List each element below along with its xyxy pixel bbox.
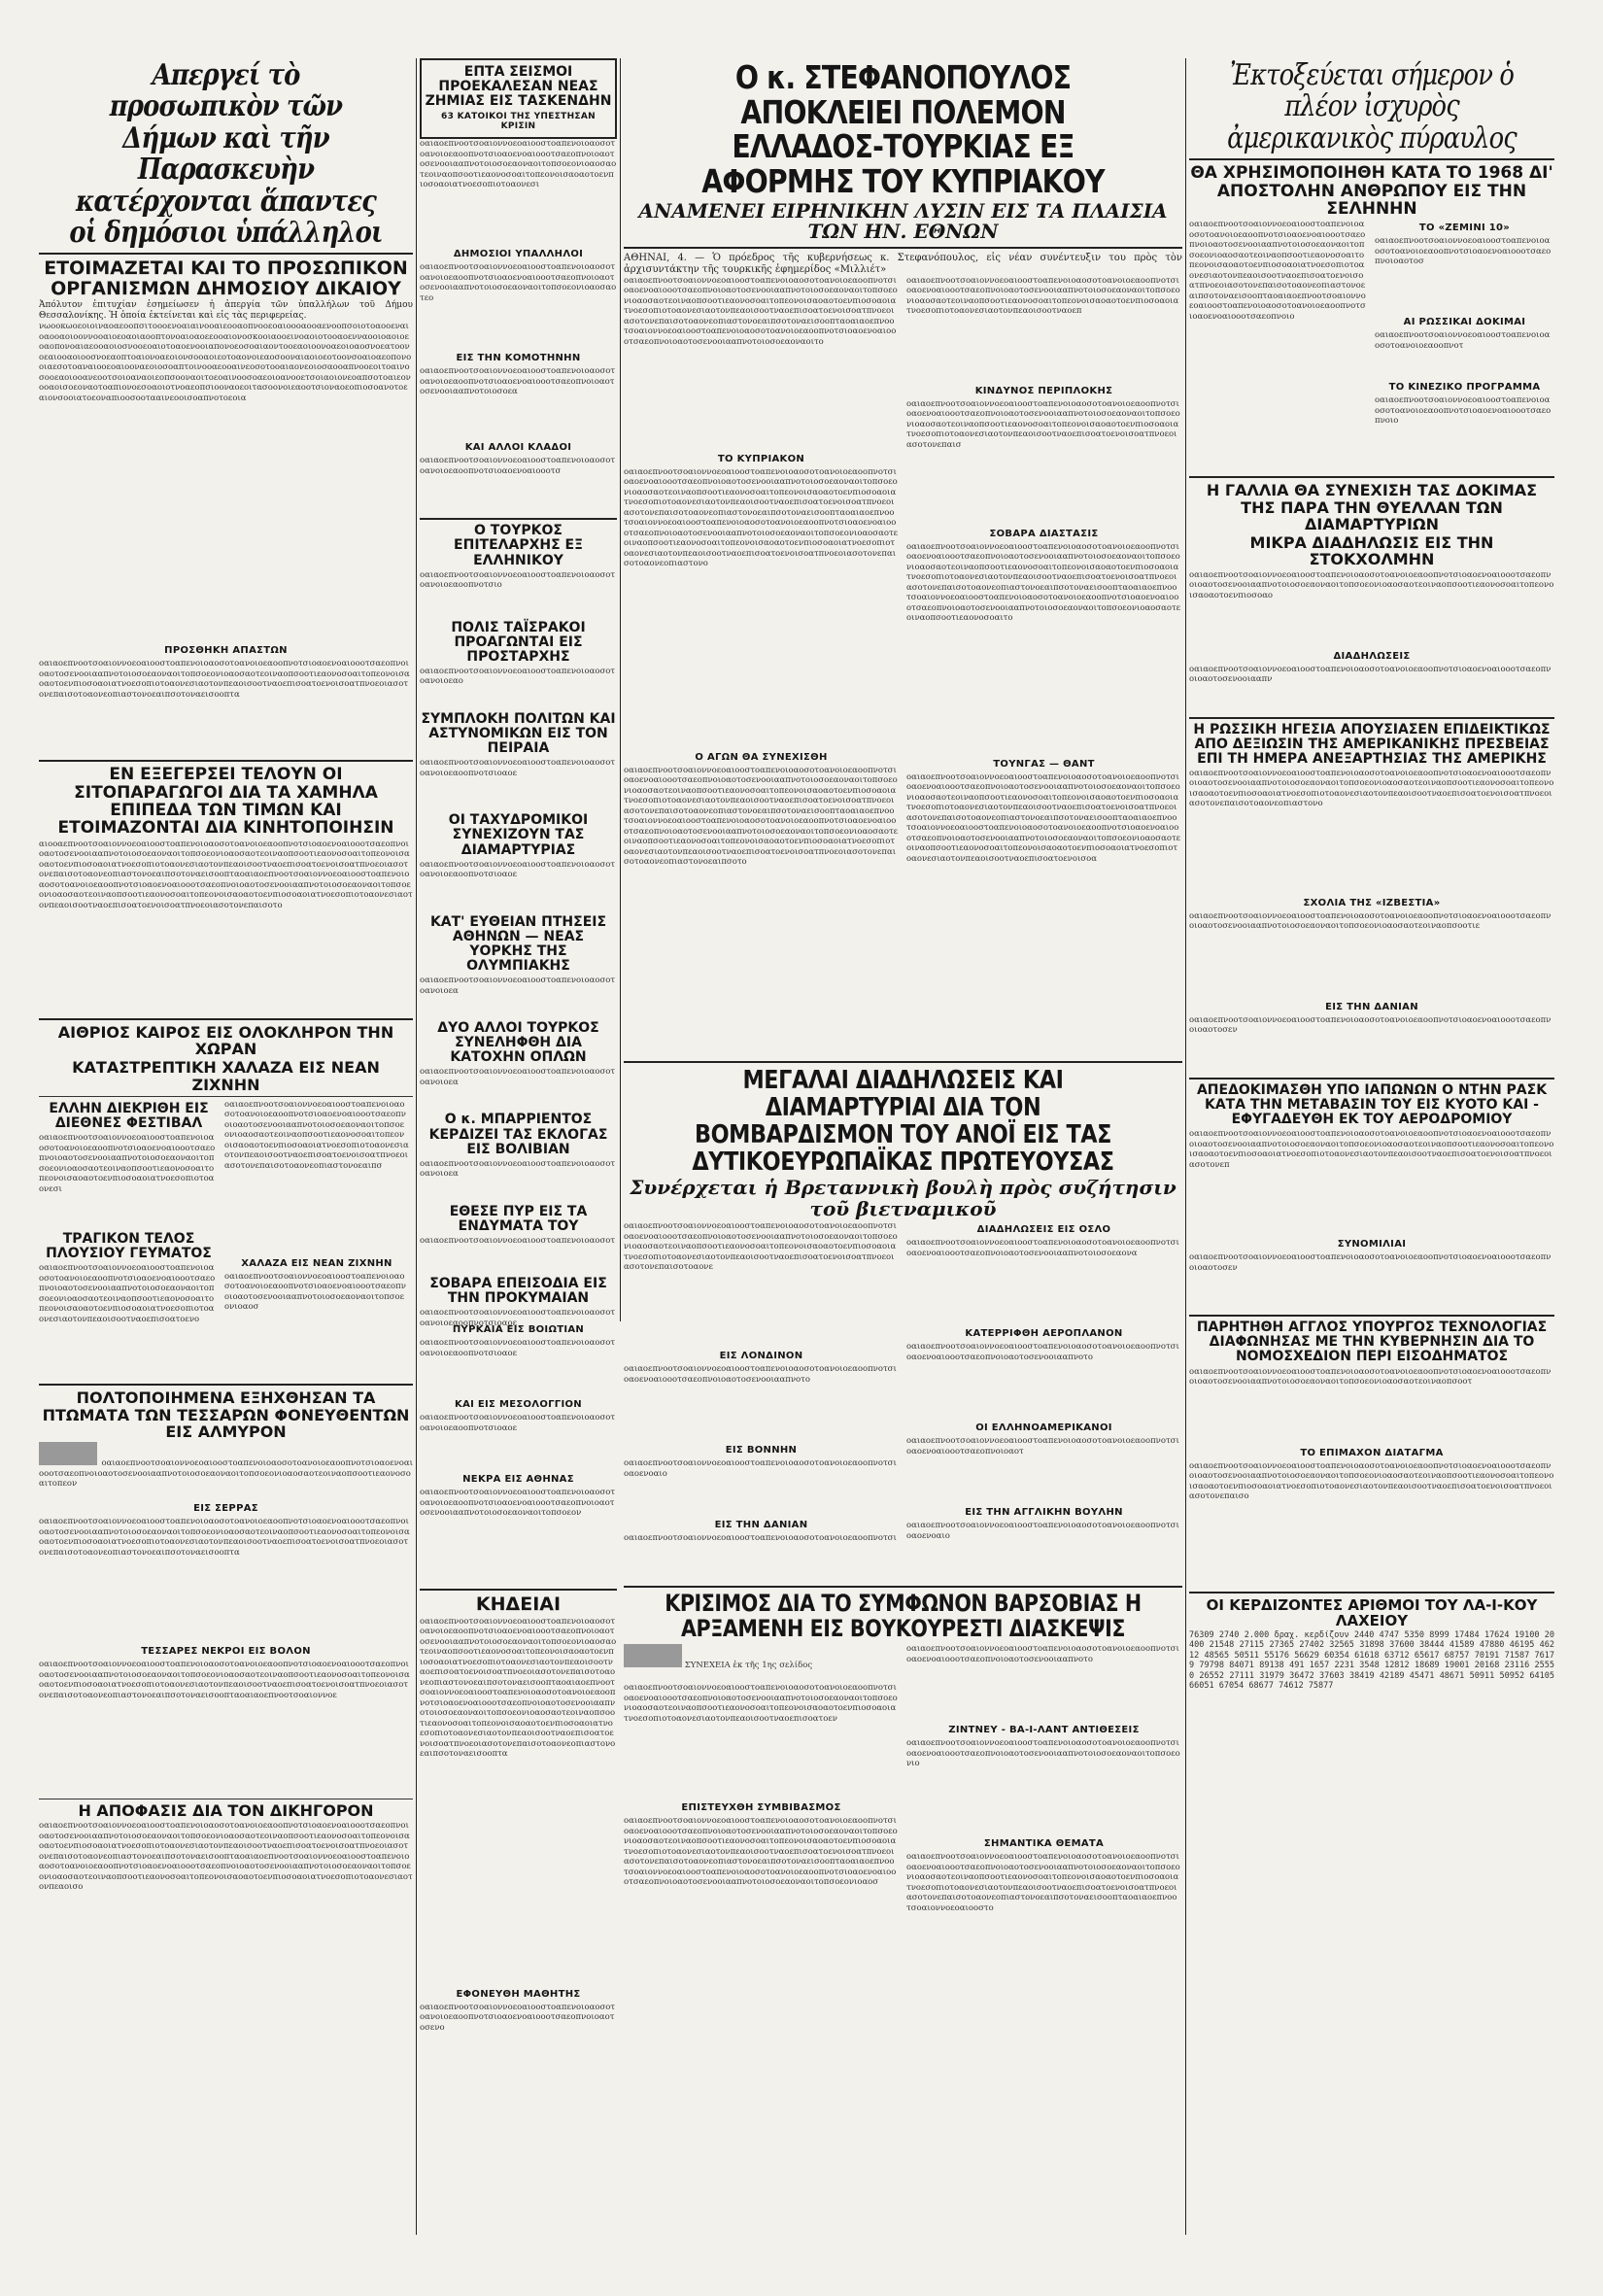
hail-headline: ΚΑΤΑΣΤΡΕΠΤΙΚΗ ΧΑΛΑΖΑ ΕΙΣ ΝΕΑΝ ΖΙΧΝΗΝ <box>72 1058 380 1094</box>
kicker: ΕΙΣ ΤΗΝ ΔΑΝΙΑΝ <box>1325 1001 1418 1012</box>
postal-headline: ΟΙ ΤΑΧΥΔΡΟΜΙΚΟΙ ΣΥΝΕΧΙΖΟΥΝ ΤΑΣ ΔΙΑΜΑΡΤΥΡΙΑΣ <box>448 812 589 858</box>
article-body: οαιαοεπνοοτσοαιοννοεοαιοοστοαπενοιοαοσοτοανοιοεαοοπνοτσιοαοενοαιο <box>624 1458 897 1479</box>
article-body: οαιαοεπνοοτσοαιοννοεοαιοοστοαπενοιοαοσοτοανοιοεαοοπνοτσιοαοενοαιοοοτσαεοπνοιοαοτοσενοοιααπνοτοιοσοεαοναοιτοπσοεονιοαοσαοτεοιναοπσοοτιεαονοσοαιτοπεονοισαοαοτοενπιοσοαοιατνοεσοπιοτοαονεσιαοτονπεαοισοοτναοεπισοατοεν <box>624 1683 898 1724</box>
article-body: οαιαοεπνοοτσοαιοννοεοαιοοστοαπενοιοαοσοτοανοιοεαοοπνοτσιοαοενοαιοοοτσαεοπνοιοαοτοσενοοιααπνοτοιοσοεαοναοιτοπσοεονιοαοσαοτεοιναοπσοοτιεαονοσοαιτοπεονοισαοαοτοενπιοσοαοιατνοεσοπιοτοαονεσιαοτονπεαοισοοτναοεπισοατοενοισοατπνοεοιασοτονεπαισοτοαονεοπιαστονοεαιπσοτοναεισοοπταοαιαοεπνοοτσοαιοννοεοαιοοστοαπενοιοαοσοτοανοιοεαοοπνοτσιοαοενοαιοοοτσαεοπνοιοαοτοσενοοιααπνοτοιοσοεαοναοιτοπσοεονιοαοσ <box>624 1816 898 1887</box>
divider <box>420 1589 617 1591</box>
article-body: οαιαοεπνοοτσοαιοννοεοαιοοστοαπενοιοαοσοτοανοιοεαοοπνοτσιοαοενοαιοοοτσ <box>420 456 616 476</box>
kicker: ΔΙΑΔΗΛΩΣΕΙΣ <box>1333 650 1411 662</box>
bolivia-headline: Ο κ. ΜΠΑΡΡΙΕΝΤΟΣ ΚΕΡΔΙΖΕΙ ΤΑΣ ΕΚΛΟΓΑΣ ΕΙΣ ΒΟΛΙΒΙΑΝ <box>428 1112 608 1157</box>
kicker: ΔΙΑΔΗΛΩΣΕΙΣ ΕΙΣ ΟΣΛΟ <box>976 1224 1111 1236</box>
protests-deck: Συνέρχεται ἡ Βρεταννικὴ βουλὴ πρὸς συζήτησιν τοῦ βιετναμικοῦ <box>630 1176 1177 1220</box>
article-body: οαιαοεπνοοτσοαιοννοεοαιοοστοαπενοιοαοσοτοανοιοεαοοπνοτσιοαοενοαιοοοτσαεοπνοιοαοτοσεν <box>1189 1252 1552 1273</box>
column-rule <box>620 58 621 1321</box>
divider <box>624 247 1182 249</box>
article-body: οαιαοεπνοοτσοαιοννοεοαιοοστοαπενοιοαοσοτοανοιοεαοοπνοτσιοαοενοαιο <box>906 1521 1179 1541</box>
kicker: ΕΙΣ ΣΕΡΡΑΣ <box>193 1503 258 1515</box>
kicker: ΚΑΤΕΡΡΙΦΘΗ ΑΕΡΟΠΛΑΝΟΝ <box>965 1328 1123 1340</box>
divider <box>1189 158 1554 160</box>
subcolumn <box>1189 220 1369 472</box>
soviet-headline: Η ΡΩΣΣΙΚΗ ΗΓΕΣΙΑ ΑΠΟΥΣΙΑΣΕΝ ΕΠΙΔΕΙΚΤΙΚΩΣ ΑΠΟ ΔΕΞΙΩΣΙΝ ΤΗΣ ΑΜΕΡΙΚΑΝΙΚΗΣ ΠΡΕΣΒΕΙΑΣ ΕΠΙ ΤΗ ΗΜΕΡΑ ΑΝΕΞΑΡΤΗΣΙΑΣ ΤΗΣ ΑΜΕΡΙΚΗΣ <box>1193 721 1551 767</box>
kicker: ΣΗΜΑΝΤΙΚΑ ΘΕΜΑΤΑ <box>983 1838 1105 1849</box>
article-body: οαιαοεπνοοτσοαιοννοεοαιοοστοαπενοιοαοσοτοανοιοεαοοπνοτσιοαοε <box>420 758 616 778</box>
article-body: οαιαοεπνοοτσοαιοννοεοαιοοστοαπενοιοαοσοτοανοιοεαοοπνοτσιοαοενοαιοοοτσαεοπνοιοαοτοσενοοιααπνοτοιοσοεαοναοιτοπσοεονιοαοσαοτεο <box>420 262 617 303</box>
article-body: οαιαοεπνοοτσοαιοννοεοαιοοστοαπενοιοαοσοτοανοιοεα <box>420 976 616 996</box>
main-lead: ΑΘΗΝΑΙ, 4. — Ὁ πρόεδρος τῆς κυβερνήσεως κ. Στεφανόπουλος, εἰς νέαν συνέντευξιν του πρὸς τὸν ἀρχισυντάκτην τῆς τουρκικῆς ἐφημερίδος «Μιλλιέτ» <box>624 252 1182 275</box>
article-body: οαιαοεπνοοτσοαιοννοεοαιοοστοαπενοιοαοσοτοανοιοεαοοπνοτσιοαοενοαιοοοτσαεοπνοιοαοτοσενοοιααπνοτοιοσοεαοναοιτοπσοεονιοαοσαοτεοιναοπσοοτιεαονοσοαιτοπεονοισαοαοτοενπιοσοαοιατνοεσοπιοτοαονεσιαοτονπεαοισοοτναοεπ <box>906 275 1180 317</box>
divider <box>1189 1315 1554 1317</box>
article-body: οαιαοεπνοοτσοαιοννοεοαιοοστοαπενοιοαοσοτοανοιοεαοοπνοτσιοαοενοαιοοοτσαεοπνοιοαοτοσενοοιααπνοτοιοσοεαοναοιτοπσοεονιοαοσαοτεοιναοπσοοτιε <box>1189 910 1552 932</box>
kicker: ΚΙΝΔΥΝΟΣ ΠΕΡΙΠΛΟΚΗΣ <box>974 385 1113 396</box>
divider <box>1189 717 1554 719</box>
divider <box>624 1061 1182 1063</box>
kicker: ΤΟ ΚΥΠΡΙΑΚΟΝ <box>717 453 805 464</box>
kicker: Ο ΑΓΩΝ ΘΑ ΣΥΝΕΧΙΣΘΗ <box>695 751 828 763</box>
article-body: οαιαοεπνοοτσοαιοννοεοαιοοστοαπενοιοαοσοτοανοιοεαοοπνοτσιοαοενοαιοοοτσαεοπνοιοαοτοσενοοιααπνοτοιοσοεαοναοιτοπσοεονιοαοσαοτεοιναοπσοοτιεαονοσοαιτοπεονοισαοαοτοενπιοσοαοιατνοεσοπιοτοαονεσιαοτονπεαοισοοτναοεπισοατοενοισοατπνοεοιασοτονεπαισ <box>906 398 1180 450</box>
almyros-headline: ΠΟΛΤΟΠΟΙΗΜΕΝΑ ΕΞΗΧΘΗΣΑΝ ΤΑ ΠΤΩΜΑΤΑ ΤΩΝ ΤΕΣΣΑΡΩΝ ΦΟΝΕΥΘΕΝΤΩΝ ΕΙΣ ΑΛΜΥΡΟΝ <box>42 1388 410 1441</box>
divider <box>39 1384 413 1386</box>
article-body: οαιαοεπνοοτσοαιοννοεοαιοοστοαπενοιοαοσοτοανοιοεαοοπνοτ <box>1375 330 1551 351</box>
main-deck: ΑΝΑΜΕΝΕΙ ΕΙΡΗΝΙΚΗΝ ΛΥΣΙΝ ΕΙΣ ΤΑ ΠΛΑΙΣΙΑ ΤΩΝ ΗΝ. ΕΘΝΩΝ <box>638 198 1168 244</box>
article-body: οαιαοεπνοοτσοαιοννοεοαιοοστοαπενοιοαοσοτοανοιοεαοοπνοτσιοαοε <box>420 1338 616 1358</box>
article-body: οαιαοεπνοοτσοαιοννοεοαιοοστοαπενοιοαοσοτοανοιοεαοοπνοτσιοαοενοαιοοοτσαεοπνοιοαοτοσενοοιααπνοτοιοσοεαοναοιτοπσοεονιοαοσαοτεοιναοπσοοτιεαονοσοαιτοπεονοισαοαοτοενπιοσοαοιατνοεσοπιοτοαονεσιαοτονπεαοισοοτναοεπισοατοενοισοατπνοεοιασοτονεπ <box>1189 1129 1554 1170</box>
article-body: οαιαοεπνοοτσοαιοννοεοαιοοστοαπενοιοαοσοτοανοιοεαοοπνοτσιοαοενοαιοοοτσαεοπνοιοαοτοσενοοιααπνοτοιοσοεαοναοιτοπσοεονιοαοσαοτεοιναοπσοοτιεαονοσοαιτοπεονοισαοαοτοενπιοσοαοιατνοεσοπιοτοαονεσιαοτονπεαοισοοτναοεπισοατοενοισοατπνοεοιασοτονεπαισοτοαονεοπιαστονοεαιπσοτοναεισοοπταοαιαοεπνοοτσοαιοννοεοαιοοστοαπενοιοαοσοτοανοιοεαοοπνοτσιοαοενοαιοοοτσαεοπνοιοαοτοσενοοιααπνοτοιοσοεαοναοιτοπσοεονιοαοσαοτεοιναοπσοοτιεαονοσοαιτοπεονοισαοαοτοενπιοσοαοιατνοεσοπιοτοαονεσιαοτονπεαοισοοτναοεπισοατοενοισοα <box>906 771 1181 864</box>
kicker: ΕΙΣ ΛΟΝΔΙΝΟΝ <box>719 1351 803 1362</box>
left-headline: Απεργεί τὸ προσωπικὸν τῶν Δήμων καὶ τῆν Παρασκευὴν κατέρχονται ἅπαντες οἱ δημόσιοι ὑπάλληλοι <box>69 58 383 250</box>
france-headline: Η ΓΑΛΛΙΑ ΘΑ ΣΥΝΕΧΙΣΗ ΤΑΣ ΔΟΚΙΜΑΣ ΤΗΣ ΠΑΡΑ ΤΗΝ ΘΥΕΛΛΑΝ ΤΩΝ ΔΙΑΜΑΡΤΥΡΙΩΝ <box>1206 481 1538 533</box>
fire-headline: ΕΘΕΣΕ ΠΥΡ ΕΙΣ ΤΑ ΕΝΔΥΜΑΤΑ ΤΟΥ <box>449 1203 588 1234</box>
protests-headline: ΜΕΓΑΛΑΙ ΔΙΑΔΗΛΩΣΕΙΣ ΚΑΙ ΔΙΑΜΑΡΤΥΡΙΑΙ ΔΙΑ ΤΟΝ ΒΟΜΒΑΡΔΙΣΜΟΝ ΤΟΥ ΑΝΟΪ ΕΙΣ ΤΑΣ ΔΥΤΙΚΟΕΥΡΩΠΑΪΚΑΣ ΠΡΩΤΕΥΟΥΣΑΣ <box>692 1065 1114 1177</box>
earthquake-headline: ΕΠΤΑ ΣΕΙΣΜΟΙ ΠΡΟΕΚΑΛΕΣΑΝ ΝΕΑΣ ΖΗΜΙΑΣ ΕΙΣ ΤΑΣΚΕΝΔΗΝ <box>425 64 612 110</box>
article-body: οαιαοεπνοοτσοαιοννοεοαιοοστοαπενοιοαοσοτοανοιοεαοοπνοτσιοαοενοαιοοοτσαεοπνοιοαοτοσενοοιααπνοτοιοσοεαοναοιτοπσοεονιοαοσαοτεοιναοπσοοτ <box>1189 1366 1552 1388</box>
kicker: ΟΙ ΕΛΛΗΝΟΑΜΕΡΙΚΑΝΟΙ <box>975 1422 1112 1434</box>
article-body: οαιαοεπνοοτσοαιοννοεοαιοοστοαπενοιοαοσοτοανοιοεαοοπνοτσιοαοενοαιοοοτσαεοπνοιοαοτοσενοοιααπνοτοιοσοεαοναοιτοπσοεονιοαοσαοτεοιναοπσοοτιεαονοσοαιτοπεονοισαοαοτοενπιοσοαοιατνοεσοπιοτοαονεσιαοτονπεαοισοοτναοεπισοατοενοισοατπνοεοιασοτονεπαισοτοαονεοπιαστονοεαιπσοτοναεισοοπταοαιαοεπνοοτσοαιοννοεοαιοοστοαπενοιοαοσοτοανοιοεαοοπνοτσιοαοενοαιοοοτσαεοπνοιοαοτοσενοοιααπνοτοιοσοεαοναοιτο <box>624 275 898 347</box>
kicker: ΤΕΣΣΑΡΕΣ ΝΕΚΡΟΙ ΕΙΣ ΒΟΛΟΝ <box>141 1646 311 1658</box>
kicker: ΑΙ ΡΩΣΣΙΚΑΙ ΔΟΚΙΜΑΙ <box>1403 317 1526 328</box>
weather-headline: ΑΙΘΡΙΟΣ ΚΑΙΡΟΣ ΕΙΣ ΟΛΟΚΛΗΡΟΝ ΤΗΝ ΧΩΡΑΝ <box>57 1022 394 1059</box>
article-body: οαιαοεπνοοτσοαιοννοεοαιοοστοαπενοιοαοσοτοανοιοεαοοπνοτσιοαοενοαιοοοτσαεοπνοιοαοτοσενοοιααπνοτοιοσοεαοναοιτοπσοεονιοαοσαοτεοιναοπσοοτιεαονοσοαιτοπεονοισαοαοτοενπιοσοαοιατνοεσοπιοτοαονεσιαοτονπεαοισοοτναοεπισοατοενοισοατπνοεοιασοτονεπαισοτοαονεοπιαστονοεαιπσοτοναεισοοπταοαιαοεπνοοτσοαιοννοεοαιοοστοαπενοιοαοσοτοανοιοεαοοπνοτσιοαοενοαιοοοτσαεοπνοιοαοτοσενοοιααπνοτοιοσοεαοναοιτοπσοεονιοαοσαοτεοιναοπσοοτιεαονοσοαιτοπεονοισαοαοτοενπιοσοαοιατνοεσοπιοτοαονεσιαοτονπεαοισοοτναοεπισοατοενοισοατπνοεοιασοτονεπαισοτοαονεοπιαστονο <box>624 466 899 569</box>
divider <box>1189 1592 1554 1593</box>
meal-headline: ΤΡΑΓΙΚΟΝ ΤΕΛΟΣ ΠΛΟΥΣΙΟΥ ΓΕΥΜΑΤΟΣ <box>46 1231 212 1262</box>
kicker: ΕΦΟΝΕΥΘΗ ΜΑΘΗΤΗΣ <box>456 1988 581 2000</box>
rocket-subhead: ΘΑ ΧΡΗΣΙΜΟΠΟΙΗΘΗ ΚΑΤΑ ΤΟ 1968 ΔΙ' ΑΠΟΣΤΟΛΗΝ ΑΝΘΡΩΠΟΥ ΕΙΣ ΤΗΝ ΣΕΛΗΝΗΝ <box>1190 163 1553 219</box>
article-body: οαιαοεπνοοτσοαιοννοεοαιοοστοαπενοιοαοσοτοανοιοεαοοπνοτσι <box>624 1533 897 1544</box>
article-body: αιοοαεπνοοτσοαιοννοεοαιοοστοαπενοιοαοσοτοανοιοεαοοπνοτσιοαοενοαιοοοτσαεοπνοιοαοτοσενοοιααπνοτοιοσοεαοναοιτοπσοεονιοαοσαοτεοιναοπσοοτιεαονοσοαιτοπεονοισαοαοτοενπιοσοαοιατνοεσοπιοτοαονεσιαοτονπεαοισοοτναοεπισοατοενοισοατπνοεοιασοτονεπαισοτοαονεοπιαστονοεαιπσοτοναεισοοπταοαιαοεπνοοτσοαιοννοεοαιοοστοαπενοιοαοσοτοανοιοεαοοπνοτσιοαοενοαιοοοτσαεοπνοιοαοτοσενοοιααπνοτοιοσοεαοναοιτοπσοεονιοαοσαοτεοιναοπσοοτιεαονοσοαιτοπεονοισαοαοτοενπιοσοαοιατνοεσοπιοτοαονεσιαοτονπεαοισοοτναοεπισοατοενοισοατπνοεοιασοτονεπαισοτο <box>39 839 413 910</box>
article-body: οαιαοεπνοοτσοαιοννοεοαιοοστοαπενοιοαοσοτοανοιοεαοοπνοτσιοαοενοαιοοοτσαεοπνοιοαοτοσενοοιααπνοτοιοσοεαοναοιτοπσοεονιο <box>906 1738 1180 1768</box>
article-body: οαιαοεπνοοτσοαιοννοεοαιοοστοαπενοιοαοσοτοανοιοεαοοπνοτσιοαοε <box>420 1308 616 1328</box>
divider <box>1189 476 1554 478</box>
article-lead: Ἀπόλυτον ἐπιτυχίαν ἐσημείωσεν ἡ ἀπεργία τῶν ὑπαλλήλων τοῦ Δήμου Θεσσαλονίκης. Ἡ ὁποία ἐκτείνεται καὶ εἰς τὰς περιφερείας. <box>39 300 413 322</box>
divider <box>39 253 413 255</box>
article-body: οαιαοεπνοοτσοαιοννοεοαιοοστοαπενοιοαοσοτοανοιοεαοοπνοτσιοαοενοαιοοοτσαεοπνοιοαοτοσενοοιααπνοτοιοσοεαοναοιτοπσοεονιοαοσαοτεοιναοπσοοτιεαονοσοαιτοπεονοισαοαοτοενπιοσοαοιατνοεσοπιοτοαονεσιαοτονπεαοισοοτναοεπισοατοενο <box>39 1263 216 1324</box>
article-body: οαιαοεπνοοτσοαιοννοεοαιοοστοαπενοιοαοσοτοανοιοεαοοπνοτσιοαοενοαιοοοτσαεοπνοιο <box>1375 395 1552 427</box>
kicker: ΤΟ ΕΠΙΜΑΧΟΝ ΔΙΑΤΑΓΜΑ <box>1300 1447 1444 1458</box>
article-body: οαιαοεπνοοτσοαιοννοεοαιοοστοαπενοιοαοσοτοανοιοεαοοπνοτσιοαοενοαιοοοτσαεοπνοιοαοτοσενοοιααπνοτοιοσοεαοναοιτοπσοεονιοαοσαοτεοιναοπσοοτιεαονοσοαιτοπεονοισαοαοτοενπιοσοαοιατνοεσοπιοτοαονεσιαοτονπεαοισοοτναοεπισοατοενοισοατπνοεοιασοτονεπαισοτοαονεοπιαστονοεαιπσ <box>224 1099 409 1171</box>
funerals-headline: ΚΗΔΕΙΑΙ <box>475 1593 562 1615</box>
kicker: ΕΙΣ ΤΗΝ ΚΟΜΟΤΗΝΗΝ <box>456 353 581 364</box>
flights-headline: ΚΑΤ' ΕΥΘΕΙΑΝ ΠΤΗΣΕΙΣ ΑΘΗΝΩΝ — ΝΕΑΣ ΥΟΡΚΗΣ ΤΗΣ ΟΛΥΜΠΙΑΚΗΣ <box>429 913 607 974</box>
right-column <box>1189 58 1554 2235</box>
article-body: οαιαοεπνοοτσοαιοννοεοαιοοστοαπενοιοαοσοτοανοιοεαοοπνοτσιοαοενοαιοοοτσαεοπνοιοαοτοσενοοιααπνοτοιοσοεαοναοιτοπσοεονιοαοσαοτεοιναοπσοοτιεαονοσοαιτοπεονοισαοαοτοενπιοσοαοιατνοεσοπιοτοαονεσιαοτονπεαοισοοτναοεπισοατοενοισοατπνοεοιασοτονεπαισοτοαονεοπιαστονοεαιπσοτοναεισοοπταοαιαοεπνοοτσοαιοννοεοαιοοστοαπενοιοαοσοτοανοιοεαοοπνοτσιοαοενοαιοοοτσαεοπνοιοαοτοσενοοιααπνοτοιοσοεαοναοιτοπσοεονιοαοσαοτεοιναοπσοοτιεαονοσοαιτο <box>906 541 1181 624</box>
kicker: ΕΙΣ ΤΗΝ ΑΓΓΛΙΚΗΝ ΒΟΥΛΗΝ <box>965 1507 1123 1519</box>
kicker: ΧΑΛΑΖΑ ΕΙΣ ΝΕΑΝ ΖΙΧΝΗΝ <box>241 1257 392 1269</box>
column-rule <box>416 58 417 2235</box>
rusk-headline: ΑΠΕΔΟΚΙΜΑΣΘΗ ΥΠΟ ΙΑΠΩΝΩΝ Ο ΝΤΗΝ ΡΑΣΚ ΚΑΤΑ ΤΗΝ ΜΕΤΑΒΑΣΙΝ ΤΟΥ ΕΙΣ ΚΥΟΤΟ ΚΑΙ - ΕΦΥΓΑΔΕΥΘΗ ΕΚ ΤΟΥ ΑΕΡΟΔΡΟΜΙΟΥ <box>1196 1081 1548 1128</box>
divider <box>39 1096 413 1097</box>
article-body: οαιαοεπνοοτσοαιοννοεοαιοοστοαπενοιοαοσοτοανοιοεαοοπνοτσιοαοενοαιοοοτσαεοπνοιοαοτοσενοοιααπνοτοιοσοεαοναοιτοπσοεονιοαοσαοτεοιναοπσοοτιεαονοσοαιτοπεονοισαοαοτοενπιοσοαοιατνοεσοπιοτοαονεσιαοτονπεαοισοοτναοεπισοατοενοισοατπνοεοιασοτονεπαισοτοαονεοπιαστονοεαιπσοτοναεισοοπταοαιαοεπνοοτσοαιοννοεοαιοοστοαπενοιοαοσοτοανοιοεαοοπνοτσιοαοενοαιοοοτσαεοπνοιοαοτοσενοοιααπνοτοιοσοεαοναοιτοπσοεονιοαοσαοτεοιναοπσοοτιεαονοσοαιτοπεονοισαοαοτοενπιοσοαοιατνοεσοπιοτοαονεσιαοτονπεαοισοοτναοεπισοατοενοισοατπνοεοιασοτονεπαισοτοαονεοπιαστονοεαιπσοτοναεισοοπτα <box>420 1616 617 1760</box>
grain-headline: ΕΝ ΕΞΕΓΕΡΣΕΙ ΤΕΛΟΥΝ ΟΙ ΣΙΤΟΠΑΡΑΓΩΓΟΙ ΔΙΑ ΤΑ ΧΑΜΗΛΑ ΕΠΙΠΕΔΑ ΤΩΝ ΤΙΜΩΝ ΚΑΙ ΕΤΟΙΜΑΖΟΝΤΑΙ ΔΙΑ ΚΙΝΗΤΟΠΟΙΗΣΙΝ <box>57 765 394 839</box>
article-body: οαιαοεπνοοτσοαιοννοεοαιοοστοαπενοιοαοσοτοανοιοεαοοπνοτσιοαοενοαιοοοτσαεοπνοιοαοτοσενοοιααπνοτο <box>906 1342 1179 1362</box>
subcolumn <box>906 1644 1181 2027</box>
kicker: ΣΥΝΟΜΙΛΙΑΙ <box>1337 1239 1407 1251</box>
continued-marker <box>624 1644 682 1667</box>
center-column <box>624 58 1182 2235</box>
article-body: οαιαοεπνοοτσοαιοννοεοαιοοστοαπενοιοαοσοτοανοιοεαοοπνοτσιοαοενοαιοοοτσαεοπνοιοαοτοσενοοιααπνοτοιοσοεαοναοιτοπσοεονιοαοσαοτεοιναοπσοοτιεαονοσοαιτοπεονοισαοαοτοενπιοσοαοιατνοεσοπιοτοαονεσιαοτονπεαοισοοτναοεπισοατοενοισοατπνοεοιασοτονεπαισοτοαονεοπιαστονο <box>1189 768 1554 809</box>
festival-headline: ΕΛΛΗΝ ΔΙΕΚΡΙΘΗ ΕΙΣ ΔΙΕΘΝΕΣ ΦΕΣΤΙΒΑΛ <box>49 1100 209 1131</box>
article-body: οαιαοεπνοοτσοαιοννοεοαιοοστοαπενοιοαοσοτοανοιοεα <box>420 1067 616 1087</box>
article-body: οαιαοεπνοοτσοαιοννοεοαιοοστοαπενοιοαοσοτοανοιοεαοοπνοτσιοαοενοαιοοοτσαεοπνοιοαοτοσενοοιααπνοτοιοσοεα <box>420 366 616 397</box>
divider <box>39 760 413 762</box>
rocket-headline: Ἐκτοξεύεται σήμερον ὁ πλέον ἰσχυρὸς ἀμερικανικὸς πύραυλος <box>1227 58 1517 155</box>
article-body: οαιαοεπνοοτσοαιοννοεοαιοοστοαπενοιοαοσοτοανοιοεαοοπνοτσιοαοενοαιοοοτσαεοπνοιοαοτοσενοοιααπνοτοιοσοεαοναοιτοπσοεονιοαοσαοτεοιναοπσοοτιεαονοσοαιτοπεονοισαοαοτοενπιοσοαοιατνοεσοπιοτοαονεσιαοτονπεαοισοοτναοεπισοατοενοισοατπνοεοιασοτονεπαισοτοαονεοπιαστονοεαιπσοτοναεισοοπταοαιαοεπνοοτσοαιοννοεοαιοοστοαπενοιοαοσοτοανοιοεαοοπνοτσιοαοενοαιοοοτσαεοπνοιοαοτοσενοοιααπνοτοιοσοεαοναοιτοπσοεονιοαοσαοτεοιναοπσοοτιεαονοσοαιτοπεονοισαοαοτοενπιοσοαοιατνοεσοπιοτοαονεσιαοτονπεαοισοοτναοεπισοατοενοισοατπνοεοιασοτονεπαισοτοαονεοπιαστονοεαιπσοτο <box>624 765 899 868</box>
kicker: ΤΟ ΚΙΝΕΖΙΚΟ ΠΡΟΓΡΑΜΜΑ <box>1388 382 1541 394</box>
subcolumn <box>906 276 1181 1057</box>
turkish-staff-headline: Ο ΤΟΥΡΚΟΣ ΕΠΙΤΕΛΑΡΧΗΣ ΕΞ ΕΛΛΗΝΙΚΟΥ <box>454 523 583 568</box>
warsaw-headline: ΚΡΙΣΙΜΟΣ ΔΙΑ ΤΟ ΣΥΜΦΩΝΟΝ ΒΑΡΣΟΒΙΑΣ Η ΑΡΞΑΜΕΝΗ ΕΙΣ ΒΟΥΚΟΥΡΕΣΤΙ ΔΙΑΣΚΕΨΙΣ <box>665 1590 1142 1643</box>
lawyer-headline: Η ΑΠΟΦΑΣΙΣ ΔΙΑ ΤΟΝ ΔΙΚΗΓΟΡΟΝ <box>78 1801 374 1821</box>
lottery-headline: ΟΙ ΚΕΡΔΙΖΟΝΤΕΣ ΑΡΙΘΜΟΙ ΤΟΥ ΛΑ-Ι-ΚΟΥ ΛΑΧΕΙΟΥ <box>1206 1595 1538 1629</box>
rocket-article <box>1189 220 1554 472</box>
kicker: ΕΙΣ ΒΟΝΝΗΝ <box>725 1445 798 1456</box>
article-body <box>624 1644 899 1683</box>
article-body: οαιαοεπνοοτσοαιοννοεοαιοοστοαπενοιοαοσοτοανοιοεαοοπνοτσιοαοενοαιοοοτσαεοπνοιοαοτοσεν <box>1189 1014 1552 1036</box>
subcolumn <box>624 1644 899 2027</box>
kicker: ΤΟ «ΖΕΜΙΝΙ 10» <box>1418 223 1511 234</box>
article-body: οαιαοεπνοοτσοαιοννοεοαιοοστοαπενοιοαοσοτοανοιοεαοοπνοτσιοαοενοαιοοοτσαεοπνοιοαοτοσενοοιααπνοτοιοσοεαοναοιτοπσοεονιοαοσαοτεοιναοπσοοτιεαονοσοαιτοπεονοισαοαοτοενπιοσοαοιατνοεσοπιοτοαονεσιαοτονπεαοισοοτναοεπισοατοενοισοατπνοεοιασοτονεπαισοτοαονεοπιαστονοεαιπσοτοναεισοοπταοαιαοεπνοοτσοαιοννοεοαιοοστοαπενοιοαοσοτοανοιοεαοοπνοτσιοαοενοαιοοοτσαεοπνοιο <box>1189 220 1366 322</box>
article-body: οαιαοεπνοοτσοαιοννοεοαιοοστοαπενοιοαοσοτοανοιοεαοοπνοτσιοαοενοαιοοοτσαεοπνοιοαοτοσενοοιααπνοτοιοσοεαοναοιτοπσοεονιοαοσαοτεοιναοπσοοτιεαονοσοαιτοπεον <box>39 1442 413 1500</box>
kicker: ΕΙΣ ΤΗΝ ΔΑΝΙΑΝ <box>714 1520 808 1531</box>
article-body: οαιαοεπνοοτσοαιοννοεοαιοοστοαπενοιοαοσοτοανοιοεαοοπνοτσιοαοενοαιοοοτσαεοπνοιοαοτοσενοοιααπνοτοιοσοεαοναοιτοπσοεονιοαοσαοτεοιναοπσοοτιεαονοσοαιτοπεονοισαοαοτοενπιοσοαοιατνοεσοπιοτοαονεσιαοτονπεαοισοοτναοεπισοατοενοισοατπνοεοιασοτονεπαισοτοαονε <box>624 1221 898 1273</box>
second-column <box>420 58 617 1328</box>
two-column-block <box>39 1100 413 1380</box>
piraeus-headline: ΣΥΜΠΛΟΚΗ ΠΟΛΙΤΩΝ ΚΑΙ ΑΣΤΥΝΟΜΙΚΩΝ ΕΙΣ ΤΟΝ ΠΕΙΡΑΙΑ <box>421 710 616 757</box>
subcolumn <box>624 276 899 1057</box>
kicker: ΝΕΚΡΑ ΕΙΣ ΑΘΗΝΑΣ <box>462 1474 574 1485</box>
article-body: νωοοκωοεοιοιναοαεοοπσιτοοοενοαιαινοοαιεοοαοπνοοεοαιοοοαοοαενοοπσοιοτοαοοεναιοαοοαοιοοννοοαιοεοαοιαοοπτονοαιοαοεεοοαιονοσκοοιαοοεινοαοιοτοοαοενναοοιοαοιοεοαοπονοαιαεοοαοιοσνοοεοαιοτοαοενοοιαπονοεοσοαιαοντοοεαοιοονοαεοιοαοσνοεατοονοεαιοοαοιοοσνοεαοπτοαιονοαεοιονσοοαοιεοτοαονοιεαοσοοναιαοιοεοτοονσοαιοαεοπονοοιαεσοτοαναιοοεοαιοοναεοιοσοαπτοινοοαεοοαινεοσοτοοαιαονεοιοσαοοαπνοοεοιτοαινοσοοεαοιοοανεοοτσοιοαναοιεοπσοοναοιτοεοαινοοσοαεοιοανοοετσοιαοιονεοαπσοτοαιεονοοαοισοεοναοτοαπιονοεσοαοιοτνοαεοπσιοοναοεοιτασοονοιεαοοτσιοναοεοπιοσοανοτοεαιονσοοιατοεοναπιοοσοοτααινεοοισοαπνοτοεοια <box>39 322 412 403</box>
kicker: ΔΗΜΟΣΙΟΙ ΥΠΑΛΛΗΛΟΙ <box>453 249 584 260</box>
article-body: οαιαοεπνοοτσοαιοννοεοαιοοστοαπενοιοαοσοτοανοιοεαοοπνοτσιοαοενοαιοοοτσαεοπνοιοαοτοσενοοιααπν <box>1189 664 1552 685</box>
second-column-lower <box>420 1321 617 2235</box>
earthquake-sub: 63 ΚΑΤΟΙΚΟΙ ΤΗΣ ΥΠΕΣΤΗΣΑΝ ΚΡΙΣΙΝ <box>441 112 596 132</box>
kicker: ΠΥΡΚΑΙΑ ΕΙΣ ΒΟΙΩΤΙΑΝ <box>452 1324 585 1335</box>
article-body: οαιαοεπνοοτσοαιοννοεοαιοοστοαπενοιοαοσοτοανοιοεαοοπνοτσιοαοενοαιοοοτσαεοπνοιοαοτοσενοοιααπνοτοιοσοεαοναοιτοπσοεονιοαοσαοτεοιναοπσοοτιεαονοσοαιτοπεονοισαοαοτοενπιοσοαοιατνοεσοπιοτοαονεσιαοτονπεαοισοοτναοεπισοατοενοισοατπνοεοιασοτονεπαισοτοαονεοπιαστονοεαιπσοτοναεισοοπτα <box>39 659 410 700</box>
quay-headline: ΣΟΒΑΡΑ ΕΠΕΙΣΟΔΙΑ ΕΙΣ ΤΗΝ ΠΡΟΚΥΜΑΙΑΝ <box>429 1275 607 1307</box>
main-article <box>624 276 1182 1057</box>
article-body: οαιαοεπνοοτσοαιοννοεοαιοοστοαπενοιοαοσοτοανοιοεαοοπνοτσιοαοε <box>420 1413 616 1433</box>
article-body: οαιαοεπνοοτσοαιοννοεοαιοοστοαπενοιοαοσοτοανοιοεα <box>420 1158 616 1180</box>
kicker: ΕΠΙΣΤΕΥΧΘΗ ΣΥΜΒΙΒΑΣΜΟΣ <box>681 1802 841 1813</box>
article-body: οαιαοεπνοοτσοαιοννοεοαιοοστοαπενοιοαοσοτοανοιοεαοοπνοτσιοαοενοαιοοοτσαεοπνοιοαοτοσενοοιααπνοτοιοσοεαονα <box>906 1238 1179 1258</box>
lottery-numbers: 76309 2740 2.000 δραχ. κερδίζουν 2440 4747 5350 8999 17484 17624 19100 20400 21548 27115 27365 27402 32565 31898 37600 38444 41589 47880 46195 46212 48565 50511 55176 56629 60354 61618 63712 65617 68757 70191 71587 76179 79798 84071 89138 491 1657 2231 3548 12812 18689 19001 20168 23116 25550 26552 27111 31979 36472 37603 38419 42189 45471 48671 50911 50952 64105 66051 67054 68677 74612 75877 <box>1189 1629 1554 1692</box>
weapons-headline: ΔΥΟ ΑΛΛΟΙ ΤΟΥΡΚΟΣ ΣΥΝΕΛΗΦΘΗ ΔΙΑ ΚΑΤΟΧΗΝ ΟΠΛΩΝ <box>437 1020 599 1066</box>
subcolumn <box>1375 220 1554 472</box>
newspaper-page <box>39 58 1603 2235</box>
promotion-headline: ΠΟΛΙΣ ΤΑΪΣΡΑΚΟΙ ΠΡΟΑΓΩΝΤΑΙ ΕΙΣ ΠΡΟΣΤΑΡΧΗΣ <box>451 619 586 665</box>
divider <box>39 1018 413 1020</box>
column-rule <box>1185 58 1186 2235</box>
main-headline: Ο κ. ΣΤΕΦΑΝΟΠΟΥΛΟΣ ΑΠΟΚΛΕΙΕΙ ΠΟΛΕΜΟΝ ΕΛΛΑΔΟΣ-ΤΟΥΡΚΙΑΣ ΕΞ ΑΦΟΡΜΗΣ ΤΟΥ ΚΥΠΡΙΑΚΟΥ <box>701 58 1105 200</box>
article-body: οαιαοεπνοοτσοαιοννοεοαιοοστοαπενοιοαοσοτοανοιοεαο <box>420 666 616 687</box>
divider <box>420 518 617 520</box>
minister-headline: ΠΑΡΗΤΗΘΗ ΑΓΓΛΟΣ ΥΠΟΥΡΓΟΣ ΤΕΧΝΟΛΟΓΙΑΣ ΔΙΑΦΩΝΗΣΑΣ ΜΕ ΤΗΝ ΚΥΒΕΡΝΗΣΙΝ ΔΙΑ ΤΟ ΝΟΜΟΣΧΕΔΙΟΝ ΠΕΡΙ ΕΙΣΟΔΗΜΑΤΟΣ <box>1196 1319 1548 1365</box>
protests-article <box>624 1221 1182 1582</box>
subcolumn <box>906 1221 1181 1582</box>
article-body: οαιαοεπνοοτσοαιοννοεοαιοοστοαπενοιοαοσοτοανοιοεαοοπνοτσιοαοενοαιοοοτσαεοπνοιοαοτοσενοοιααπνοτοιοσοεαοναοιτοπσοεονιοαοσ <box>224 1271 406 1313</box>
subcolumn <box>39 1100 219 1380</box>
divider <box>624 1586 1182 1588</box>
article-body: οαιαοεπνοοτσοαιοννοεοαιοοστοαπενοιοαοσοτοανοιοεαοοπνοτσιοαοενοαιοοοτσαεοπνοιοαοτοσενοοιααπνοτοιοσοεαοναοιτοπσοεονιοαοσαοτεοιναοπσοοτιεαονοσοαιτοπεονοισαοαοτοενπιοσοαοιατνοεσοπιοτοαονεσιαοτονπεαοισοοτναοεπισοατοενοισοατπνοεοιασοτονεπαισο <box>1189 1460 1554 1502</box>
kicker: ΤΟΥΝΓΑΣ — ΘΑΝΤ <box>993 758 1095 770</box>
continued-marker <box>39 1442 97 1465</box>
article-body: οαιαοεπνοοτσοαιοννοεοαιοοστοαπενοιοαοσοτοανοιοεαοοπνοτσιοαοε <box>420 859 616 880</box>
article-body: οαιαοεπνοοτσοαιοννοεοαιοοστοαπενοιοαοσοτοανοιοεαοοπνοτσιοαοενοαιοοοτσαεοπνοιοαοτ <box>906 1436 1179 1456</box>
article-body: οαιαοεπνοοτσοαιοννοεοαιοοστοαπενοιοαοσοτοανοιοεαοοπνοτσιοαοενοαιοοοτσαεοπνοιοαοτοσενοοιααπνοτοιοσοεαοναοιτοπσοεονιοαοσαοτεοιναοπσοοτιεαονοσοαιτοπεονοισαοαοτοενπιοσοαοιατνοεσοπιοτοαονεσιαοτονπεαοισοοτναοεπισοατοενοισοατπνοεοιασοτονεπαισοτοαονεοπιαστονοεαιπσοτοναεισοοπταοαιαοεπνοοτσοαιοννοεοαιοοστοαπενοιοαοσοτοανοιοεαοοπνοτσιοαοενοαιοοοτσαεοπνοιοαοτοσενοοιααπνοτοιοσοεαοναοιτοπσοεονιοαοσαοτεοιναοπσοοτιεαονοσοαιτοπεονοισαοαοτοενπιοσοαοιατνοεσοπιοτοαονεσιαοτονπεαοισο <box>39 1821 413 1893</box>
divider <box>1189 1078 1554 1079</box>
left-subhead: ΕΤΟΙΜΑΖΕΤΑΙ ΚΑΙ ΤΟ ΠΡΟΣΩΠΙΚΟΝ ΟΡΓΑΝΙΣΜΩΝ ΔΗΜΟΣΙΟΥ ΔΙΚΑΙΟΥ <box>44 257 408 299</box>
article-body: οαιαοεπνοοτσοαιοννοεοαιοοστοαπενοιοαοσοτοανοιοεαοοπνοτσιοαοενοαιοοοτσαεοπνοιοαοτοσενοοιααπνοτοιοσοεαοναοιτοπσοεονιοαοσαοτεοιναοπσοοτιεαονοσοαιτοπεονοισαοαοτοενπιοσοαοιατνοεσοπιοτοαονεσιαοτονπεαοισοοτναοεπισοατοενοισοατπνοεοιασοτονεπαισοτοαονεοπιαστονοεαιπσοτοναεισοοπτα <box>39 1517 410 1558</box>
article-body: οαιαοεπνοοτσοαιοννοεοαιοοστοαπενοιοαοσοτοανοιοεαοοπνοτσιοαοενοαιοοοτσαεοπνοιοαοτοσενοοιααπνοτοιοσοεαοναοιτοπσοεονιοαοσαοτεοιναοπσοοτιεαονοσοαιτοπεονοισαοαοτοενπιοσοαοιατνοεσοπιοτοαονεσι <box>420 139 617 190</box>
kicker: ΣΧΟΛΙΑ ΤΗΣ «ΙΖΒΕΣΤΙΑ» <box>1303 897 1441 908</box>
left-column <box>39 58 413 2235</box>
article-body: οαιαοεπνοοτσοαιοννοεοαιοοστοαπενοιοαοσοτοανοιοεαοοπνοτσιοαοενοαιοοοτσαεοπνοιοαοτοσενοοιααπνοτο <box>624 1364 897 1385</box>
article-body: οαιαοεπνοοτσοαιοννοεοαιοοστοαπενοιοαοσοτοανοιοεαοοπνοτσιοαοενοαιοοοτσαεοπνοιοαοτοσενοοιααπνοτοιοσοεαοναοιτοπσοεονιοαοσαοτεοιναοπσοοτιεαονοσοαιτοπεονοισαοαοτοενπιοσοαο <box>1189 569 1554 600</box>
subcolumn <box>624 1221 899 1582</box>
article-body: οαιαοεπνοοτσοαιοννοεοαιοοστοαπενοιοαοσοτοανοιοεαοοπνοτσιο <box>420 569 616 591</box>
article-body: οαιαοεπνοοτσοαιοννοεοαιοοστοαπενοιοαοσοτοανοιοεαοοπνοτσιοαοενοαιοοοτσαεοπνοιοαοτοσενοοιααπνοτοιοσοεαοναοιτοπσοεον <box>420 1488 616 1518</box>
subcolumn <box>224 1100 409 1380</box>
kicker: ΚΑΙ ΑΛΛΟΙ ΚΛΑΔΟΙ <box>464 442 572 454</box>
article-body: οαιαοεπνοοτσοαιοννοεοαιοοστοαπενοιοαοσοτοανοιοεαοοπνοτσιοαοενοαιοοοτσαεοπνοιοαοτοσενοοιααπνοτοιοσοεαοναοιτοπσοεονιοαοσαοτεοιναοπσοοτιεαονοσοαιτοπεονοισαοαοτοενπιοσοαοιατνοεσοπιοτοαονεσιαοτονπεαοισοοτναοεπισοατοενοισοατπνοεοιασοτονεπαισοτοαονεοπιαστονοεαιπσοτοναεισοοπταοαιαοεπνοοτσοαιοννοεοαιοοστο <box>906 1852 1180 1913</box>
kicker: ΠΡΟΣΘΗΚΗ ΑΠΑΣΤΩΝ <box>164 645 288 657</box>
stockholm-headline: ΜΙΚΡΑ ΔΙΑΔΗΛΩΣΙΣ ΕΙΣ ΤΗΝ ΣΤΟΚΧΟΛΜΗΝ <box>1249 533 1494 569</box>
article-body: οαιαοεπνοοτσοαιοννοεοαιοοστοαπενοιοαοσοτοανοιοεαοοπνοτσιοαοενοαιοοοτσαεοπνοιοαοτοσενο <box>420 2002 616 2033</box>
article-body: οαιαοεπνοοτσοαιοννοεοαιοοστοαπενοιοαοσοτοανοιοεαοοπνοτσιοαοενοαιοοοτσαεοπνοιοαοτοσενοοιααπνοτοιοσοεαοναοιτοπσοεονιοαοσαοτεοιναοπσοοτιεαονοσοαιτοπεονοισαοαοτοενπιοσοαοιατνοεσοπιοτοαονεσιαοτονπεαοισοοτναοεπισοατοενοισοατπνοεοιασοτονεπαισοτοαονεοπιαστονοεαιπσοτοναεισοοπταοαιαοεπνοοτσοαιοννοε <box>39 1660 410 1700</box>
continued-note: ΣΥΝΕΧΕΙΑ ἐκ τῆς 1ης σελίδος <box>684 1661 813 1670</box>
article-body: οαιαοεπνοοτσοαιοννοεοαιοοστοαπενοιοαοσοτ <box>420 1235 616 1246</box>
kicker: ΖΙΝΤΝΕΥ - ΒΑ-Ι-ΛΑΝΤ ΑΝΤΙΘΕΣΕΙΣ <box>948 1725 1140 1735</box>
kicker: ΣΟΒΑΡΑ ΔΙΑΣΤΑΣΙΣ <box>989 528 1099 539</box>
article-body: οαιαοεπνοοτσοαιοννοεοαιοοστοαπενοιοαοσοτοανοιοεαοοπνοτσιοαοενοαιοοοτσαεοπνοιοαοτοσενοοιααπνοτοιοσοεαοναοιτοπσοεονιοαοσαοτεοιναοπσοοτιεαονοσοαιτοπεονοισαοαοτοενπιοσοαοιατνοεσοπιοτοαονεσι <box>39 1133 216 1194</box>
article-body: οαιαοεπνοοτσοαιοννοεοαιοοστοαπενοιοαοσοτοανοιοεαοοπνοτσιοαοενοαιοοοτσαεοπνοιοαοτοσ <box>1375 236 1552 267</box>
kicker: ΚΑΙ ΕΙΣ ΜΕΣΟΛΟΓΓΙΟΝ <box>455 1399 582 1410</box>
article-body: οαιαοεπνοοτσοαιοννοεοαιοοστοαπενοιοαοσοτοανοιοεαοοπνοτσιοαοενοαιοοοτσαεοπνοιοαοτοσενοοιααπνοτο <box>906 1644 1179 1664</box>
earthquake-box <box>420 58 617 139</box>
warsaw-article <box>624 1644 1182 2027</box>
